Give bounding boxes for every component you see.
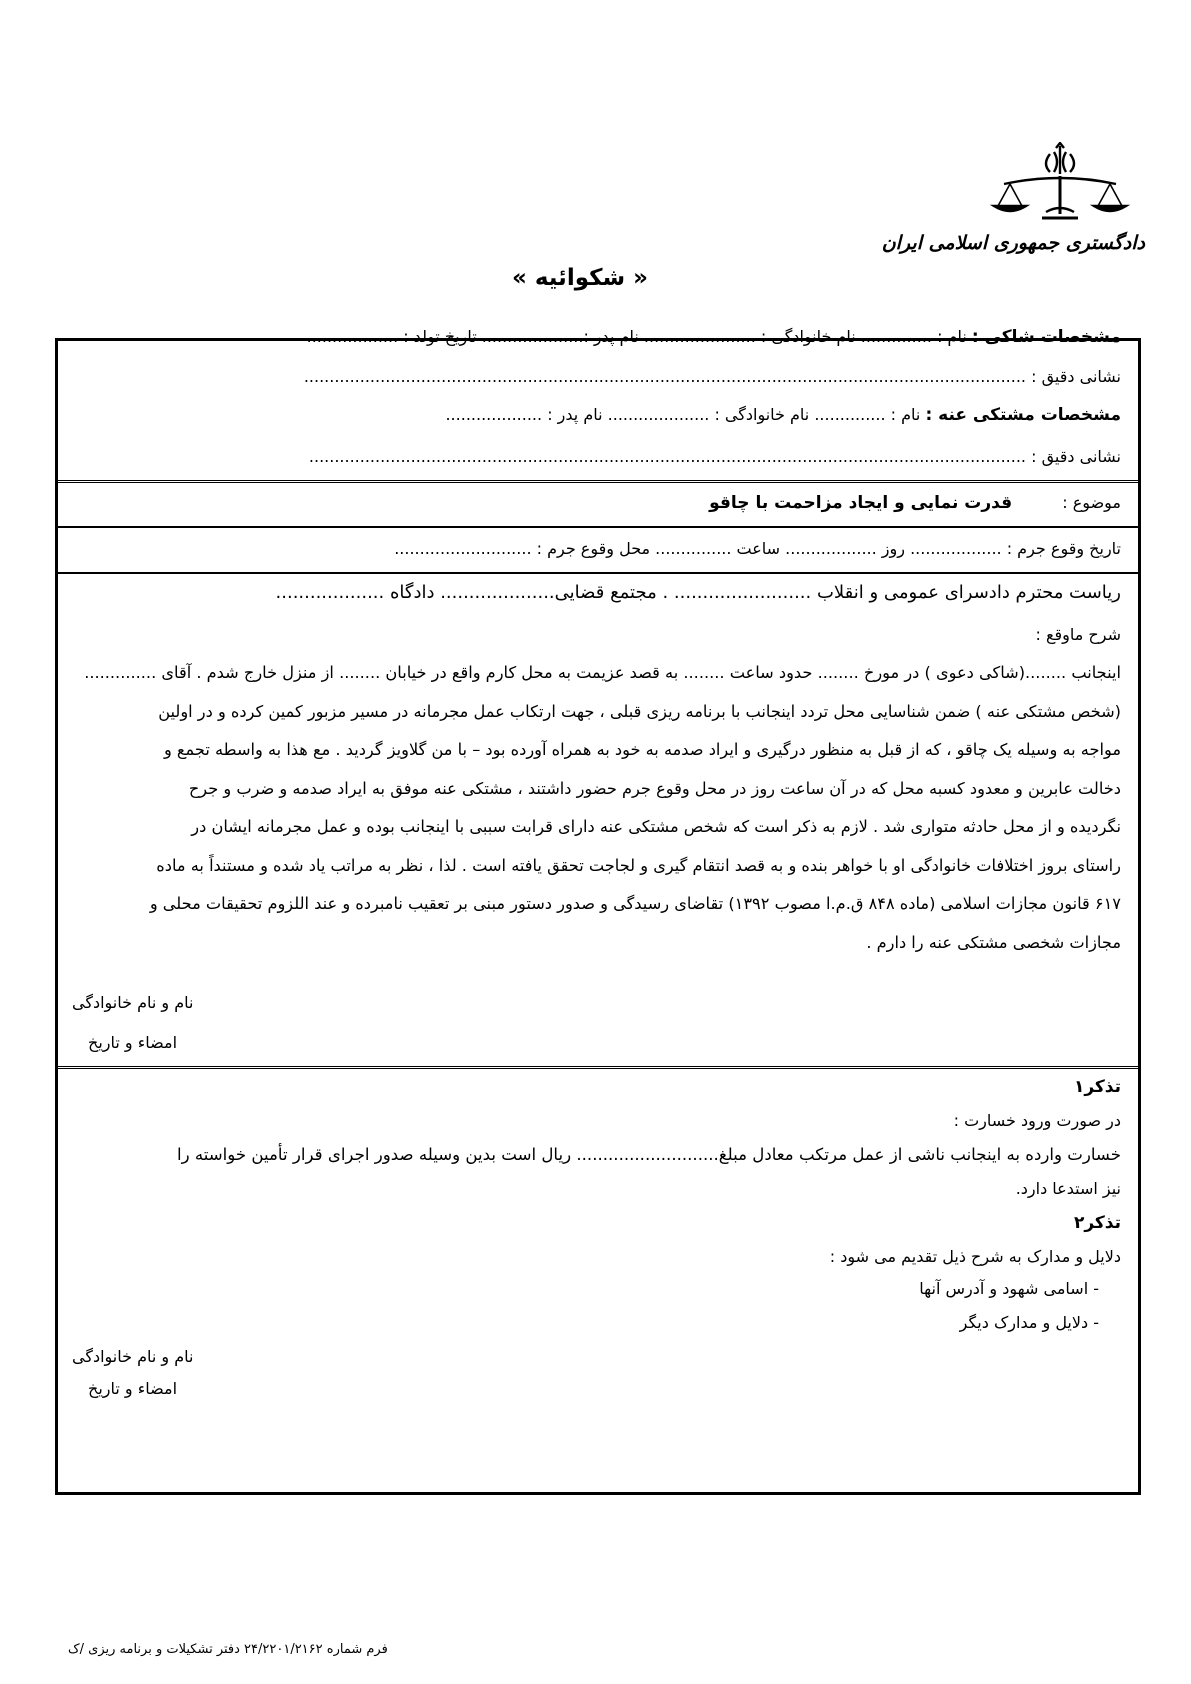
note1-text-cont: نیز استدعا دارد. [1015,1179,1121,1198]
narrative-line: راستای بروز اختلافات خانوادگی او با خواهر بنده و به قصد انتقام گیری و لجاجت تحقق یافته است . لذا ، نظر به مراتب یاد شده و مستنداً به ماده [156,855,1121,875]
accused-section [445,404,1121,426]
complainant-section [307,326,1121,348]
note2-intro: دلایل و مدارک به شرح ذیل تقدیم می شود : [829,1247,1121,1266]
accused-name-fields: نام : .............. نام خانوادگی : .................... نام پدر : ................... [445,405,921,424]
narrative-line: مجازات شخصی مشتکی عنه را دارم . [866,932,1121,952]
complainant-heading: مشخصات شاکی : [971,327,1121,347]
subject-label: موضوع : [1062,493,1121,512]
signature-sign-label: امضاء و تاریخ [88,1033,178,1052]
narrative-line: دخالت عابرین و معدود کسبه محل که در آن ساعت روز در محل وقوع جرم حضور داشتند ، مشتکی عنه موفق به ایراد صدمه و ضرب و جرح [188,778,1121,798]
form-title: « شکوائیه » [511,265,648,291]
narrative-heading: شرح ماوقع : [1035,625,1121,644]
judiciary-emblem-icon [980,142,1140,222]
addressee-line: ریاست محترم دادسرای عمومی و انقلاب ........................ . مجتمع قضایی.................... دادگاه ................... [275,582,1121,603]
narrative-line: ۶۱۷ قانون مجازات اسلامی (ماده ۸۴۸ ق.م.ا مصوب ۱۳۹۲) تقاضای رسیدگی و صدور دستور مبنی بر تعقیب نامبرده و عند اللزوم تحقیقات محلی و [149,894,1121,913]
complainant-name-fields: نام : .............. نام خانوادگی : ...................... نام پدر :.................... تاریخ تولد : .................. [306,327,967,346]
note1-intro: در صورت ورود خسارت : [953,1111,1121,1130]
organization-name: دادگستری جمهوری اسلامی ایران [881,232,1145,254]
subject-row [709,492,1121,514]
incident-row: تاریخ وقوع جرم : .................. روز .................. ساعت ............... محل وقوع جرم : ........................... [394,539,1121,558]
note2-item: - دلایل و مدارک دیگر [959,1313,1099,1332]
section-divider [55,526,1141,528]
note2-title: تذکر۲ [1073,1213,1121,1233]
signature-sign-label: امضاء و تاریخ [88,1379,178,1398]
narrative-line: اینجانب ........(شاکی دعوی ) در مورخ ........ حدود ساعت ........ به قصد عزیمت به محل کارم واقع در خیابان ........ از منزل خارج شدم . آقای .............. [84,663,1121,682]
complainant-address: نشانی دقیق : .............................................................................................................................................. [303,367,1121,386]
accused-address: نشانی دقیق : ............................................................................................................................................. [308,447,1121,466]
section-divider [55,572,1141,574]
narrative-line: مواجه به وسیله یک چاقو ، که از قبل به منظور درگیری و ایراد صدمه به خود به همراه آورده بود – با من گلاویز گردید . مع هذا به واسطه تجمع و [163,740,1121,759]
signature-name-label: نام و نام خانوادگی [72,993,194,1012]
note2-item: - اسامی شهود و آدرس آنها [919,1279,1099,1298]
note1-text: خسارت وارده به اینجانب ناشی از عمل مرتکب معادل مبلغ........................... ریال است بدین وسیله صدور اجرای قرار تأمین خواسته را [176,1145,1121,1164]
subject-value: قدرت نمایی و ایجاد مزاحمت با چاقو [709,493,1013,513]
narrative-line: (شخص مشتکی عنه ) ضمن شناسایی محل تردد اینجانب با برنامه ریزی قبلی ، جهت ارتکاب عمل مجرمانه در مسیر مزبور کمین کرده و در اولین [158,701,1121,721]
form-number-footer: فرم شماره ۲۴/۲۲۰۱/۲۱۶۲ دفتر تشکیلات و برنامه ریزی /ک [68,1642,388,1657]
section-divider [55,1066,1141,1069]
note1-title: تذکر۱ [1073,1077,1121,1097]
section-divider [55,480,1141,483]
narrative-line: نگردیده و از محل حادثه متواری شد . لازم به ذکر است که شخص مشتکی عنه دارای قرابت سببی با اینجانب بوده و عمل مجرمانه ایشان در [191,817,1121,836]
signature-name-label: نام و نام خانوادگی [72,1347,194,1366]
accused-heading: مشخصات مشتکی عنه : [925,405,1121,425]
narrative-text [61,654,1121,962]
